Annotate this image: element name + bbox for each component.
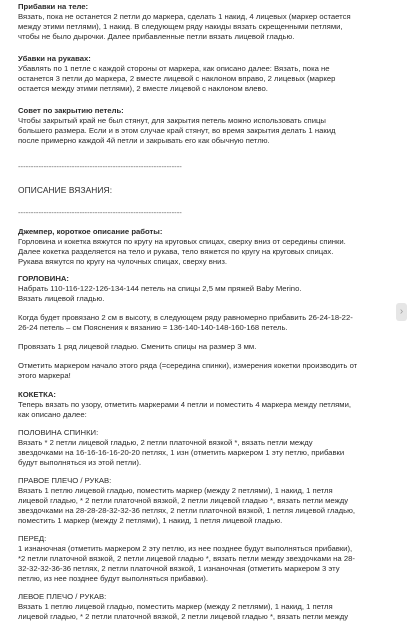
section-heading: ГОРЛОВИНА: bbox=[18, 274, 69, 283]
text-line: звездочками на 28-28-28-32-32-36 петлях, 2 петли платочной вязкой, 1 петля лицевой гладью, bbox=[18, 506, 355, 515]
text-line: после примерно каждой 4й петли и закрывать его как обычную петлю. bbox=[18, 136, 270, 145]
text-line: Вязать * 2 петли лицевой гладью, 2 петли платочной вязкой *, вязать петли между bbox=[18, 438, 313, 447]
text-line: между этими петлями), 1 накид. В следующем ряду накиды вязать скрещенными петлями, bbox=[18, 22, 343, 31]
text-line: Отметить маркером начало этого ряда (=середина спинки), измерения кокетки производить от bbox=[18, 361, 358, 370]
subsection-title: ПОЛОВИНА СПИНКИ: bbox=[18, 428, 99, 437]
text-line: лицевой гладью, * 2 петли платочной вязкой, 2 петли лицевой гладью *, вязать петли между bbox=[18, 612, 349, 621]
text-line: останется 3 петли до маркера, 2 вместе лицевой с наклоном вправо, 2 лицевых (маркер bbox=[18, 74, 336, 83]
text-line: остается между этими петлями), 2 вместе лицевой с наклоном влево. bbox=[18, 84, 268, 93]
chevron-right-icon[interactable]: › bbox=[399, 306, 404, 317]
divider-line: ---------------------------------------------------------------- bbox=[18, 208, 182, 217]
section-body-increases bbox=[18, 2, 390, 42]
text-line: Вязать 1 петлю лицевой гладью, поместить маркер (между 2 петлями), 1 накид, 1 петля bbox=[18, 486, 333, 495]
divider-line: ---------------------------------------------------------------- bbox=[18, 162, 182, 171]
section-left-shoulder bbox=[18, 592, 390, 622]
text-line: Провязать 1 ряд лицевой гладью. Сменить спицы на размер 3 мм. bbox=[18, 342, 257, 351]
text-line: Теперь вязать по узору, отметить маркерами 4 петли и поместить 4 маркера между петлями, bbox=[18, 400, 351, 409]
text-line: Рукава вяжутся по кругу на чулочных спицах, сверху вниз. bbox=[18, 257, 228, 266]
text-line: Далее кокетка разделяется на тело и рукава, тело вяжется по кругу на круговых спицах. bbox=[18, 247, 334, 256]
subsection-title: ЛЕВОЕ ПЛЕЧО / РУКАВ: bbox=[18, 592, 107, 601]
document-body bbox=[18, 2, 390, 625]
text-line: Убавлять по 1 петле с каждой стороны от маркера, как описано далее: Вязать, пока не bbox=[18, 64, 330, 73]
text-line: Набрать 110-116-122-126-134-144 петель на спицы 2,5 мм пряжей Baby Merino. bbox=[18, 284, 302, 293]
section-heading: Прибавки на теле: bbox=[18, 2, 89, 11]
text-line: 26-24 петель – см Пояснения к вязанию = 136-140-140-148-160-168 петель. bbox=[18, 323, 288, 332]
text-line: Чтобы закрытый край не был стянут, для закрытия петель можно использовать спицы bbox=[18, 116, 326, 125]
text-line: 1 изнаночная (отметить маркером 2 эту петлю, из нее позднее будут выполняться прибавки), bbox=[18, 544, 353, 553]
text-line: *2 петли платочной вязкой, 2 петли лицевой гладью *, вязать петли между звездочками на 28- bbox=[18, 554, 355, 563]
text-line: Когда будет провязано 2 см в высоту, в следующем ряду равномерно прибавить 26-24-18-22- bbox=[18, 313, 353, 322]
section-bind-off-tip bbox=[18, 106, 390, 146]
text-line: Вязать, пока не останется 2 петли до маркера, сделать 1 накид, 4 лицевых (маркер остается bbox=[18, 12, 351, 21]
section-heading: Убавки на рукавах: bbox=[18, 54, 91, 63]
text-line: будут выполняться из этой петли). bbox=[18, 458, 142, 467]
text-line: чтобы не было дырочки. Далее прибавленные петли вязать лицевой гладью. bbox=[18, 32, 295, 41]
section-right-shoulder bbox=[18, 476, 390, 526]
section-heading: Совет по закрытию петель: bbox=[18, 106, 124, 115]
text-line: звездочками на 16-16-16-16-20-20 петлях, 1 изн (отметить маркером 1 эту петлю, прибавки bbox=[18, 448, 345, 457]
section-jumper-summary bbox=[18, 227, 390, 267]
text-line: 32-32-32-36-36 петлях, 2 петли платочной вязкой, 1 изнаночная (отметить маркером 3 эту bbox=[18, 564, 340, 573]
text-line: поместить 1 маркер (между 2 петлями), 1 накид, 1 петля лицевой гладью. bbox=[18, 516, 283, 525]
text-line: лицевой гладью, * 2 петли платочной вязкой, 2 петли лицевой гладью *, вязать петли между bbox=[18, 496, 349, 505]
text-line: как описано далее: bbox=[18, 410, 87, 419]
section-heading: Джемпер, короткое описание работы: bbox=[18, 227, 163, 236]
text-line: большего размера. Если и в этом случае край стянут, во время закрытия делать 1 накид bbox=[18, 126, 336, 135]
section-heading: КОКЕТКА: bbox=[18, 390, 56, 399]
text-line: этого маркера! bbox=[18, 371, 71, 380]
section-sleeve-decreases bbox=[18, 54, 390, 94]
text-line: Горловина и кокетка вяжутся по кругу на круговых спицах, сверху вниз от середины спинки. bbox=[18, 237, 346, 246]
text-line: Вязать 1 петлю лицевой гладью, поместить маркер (между 2 петлями), 1 накид, 1 петля bbox=[18, 602, 333, 611]
section-back-half bbox=[18, 428, 390, 468]
text-line: Вязать лицевой гладью. bbox=[18, 294, 105, 303]
section-neckline bbox=[18, 274, 390, 381]
section-yoke bbox=[18, 390, 390, 420]
subsection-title: ПЕРЕД: bbox=[18, 534, 47, 543]
section-front bbox=[18, 534, 390, 584]
description-title: ОПИСАНИЕ ВЯЗАНИЯ: bbox=[18, 185, 113, 195]
text-line: петлю, из нее позднее будут выполняться прибавки). bbox=[18, 574, 208, 583]
subsection-title: ПРАВОЕ ПЛЕЧО / РУКАВ: bbox=[18, 476, 112, 485]
